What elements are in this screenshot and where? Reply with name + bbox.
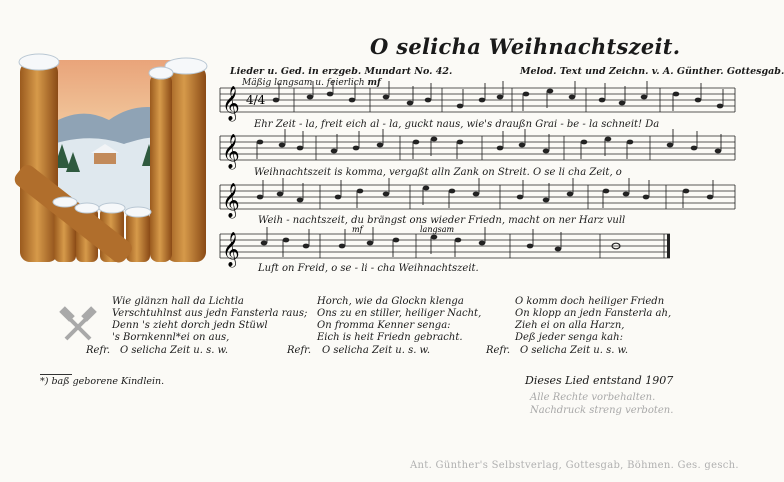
verse-1-line-4: 's Bornkennl*ei on aus, bbox=[112, 332, 230, 343]
verse-2-line-3: On fromma Kenner senga: bbox=[317, 320, 451, 331]
treble-clef-icon: 𝄞 bbox=[222, 134, 240, 169]
verse-2-line-4: Eich is heit Friedn gebracht. bbox=[317, 332, 463, 343]
author-credit: Melod. Text und Zeichn. v. A. Günther. Gottesgab. bbox=[520, 66, 784, 77]
verse-2-line-2: Ons zu en stiller, heiliger Nacht, bbox=[317, 308, 482, 319]
dynamic-mark: mf bbox=[352, 225, 363, 234]
lyrics-line-4: Luft on Freid, o se - li - cha Weihnachtszeit. bbox=[258, 263, 479, 274]
verse-2-refrain-label: Refr. bbox=[287, 345, 312, 356]
verse-1-line-2: Verschtuhlnst aus jedn Fansterla raus; bbox=[112, 308, 308, 319]
tempo-marking: Mäßig langsam u. feierlich mf bbox=[242, 78, 381, 88]
time-signature: 4/4 bbox=[246, 93, 266, 107]
verse-3-line-2: On klopp an jedn Fansterla ah, bbox=[515, 308, 672, 319]
verse-1-refrain: O selicha Zeit u. s. w. bbox=[120, 345, 229, 356]
reprint-notice: Nachdruck streng verboten. bbox=[530, 405, 674, 416]
lyrics-line-2: Weihnachtszeit is komma, vergaßt alln Zank on Streit. O se li cha Zeit, o bbox=[254, 167, 622, 178]
music-staff-2 bbox=[220, 128, 735, 168]
crossed-hammers-icon bbox=[58, 308, 98, 346]
winter-fence-illustration bbox=[14, 40, 210, 262]
music-staff-4 bbox=[220, 226, 735, 266]
collection-reference: Lieder u. Ged. in erzgeb. Mundart No. 42. bbox=[230, 66, 453, 77]
treble-clef-icon: 𝄞 bbox=[222, 232, 240, 267]
verse-2-refrain: O selicha Zeit u. s. w. bbox=[322, 345, 431, 356]
rights-notice: Alle Rechte vorbehalten. bbox=[530, 392, 656, 403]
verse-3-refrain-label: Refr. bbox=[486, 345, 511, 356]
verse-3-line-4: Deß jeder senga kah: bbox=[515, 332, 623, 343]
verse-3-line-3: Zieh ei on alla Harzn, bbox=[515, 320, 625, 331]
music-staff-1 bbox=[220, 80, 735, 120]
verse-3-refrain: O selicha Zeit u. s. w. bbox=[520, 345, 629, 356]
song-verses bbox=[86, 296, 712, 366]
verse-2-line-1: Horch, wie da Glockn klenga bbox=[317, 296, 464, 307]
verse-3-line-1: O komm doch heiliger Friedn bbox=[515, 296, 665, 307]
footnote: *) baß geborene Kindlein. bbox=[40, 376, 165, 387]
lyrics-line-1: Ehr Zeit - la, freit eich al - la, guckt naus, wie's draußn Grai - be - la schneit! Da bbox=[254, 119, 660, 130]
publisher-imprint: Ant. Günther's Selbstverlag, Gottesgab, Böhmen. Ges. gesch. bbox=[410, 460, 739, 471]
verse-1-line-3: Denn 's zieht dorch jedn Stüwl bbox=[112, 320, 268, 331]
music-staff-3 bbox=[220, 177, 735, 217]
verse-1-line-1: Wie glänzn hall da Lichtla bbox=[112, 296, 244, 307]
footnote-rule bbox=[40, 374, 72, 375]
treble-clef-icon: 𝄞 bbox=[222, 183, 240, 218]
treble-clef-icon: 𝄞 bbox=[222, 86, 240, 121]
lyrics-line-3: Weih - nachtszeit, du brängst ons wieder Friedn, macht on ner Harz vull bbox=[258, 215, 626, 226]
verse-1-refrain-label: Refr. bbox=[86, 345, 111, 356]
origin-note: Dieses Lied entstand 1907 bbox=[525, 374, 674, 387]
tempo-change-marking: langsam bbox=[420, 225, 455, 234]
song-title: O selicha Weihnachtszeit. bbox=[370, 34, 681, 59]
